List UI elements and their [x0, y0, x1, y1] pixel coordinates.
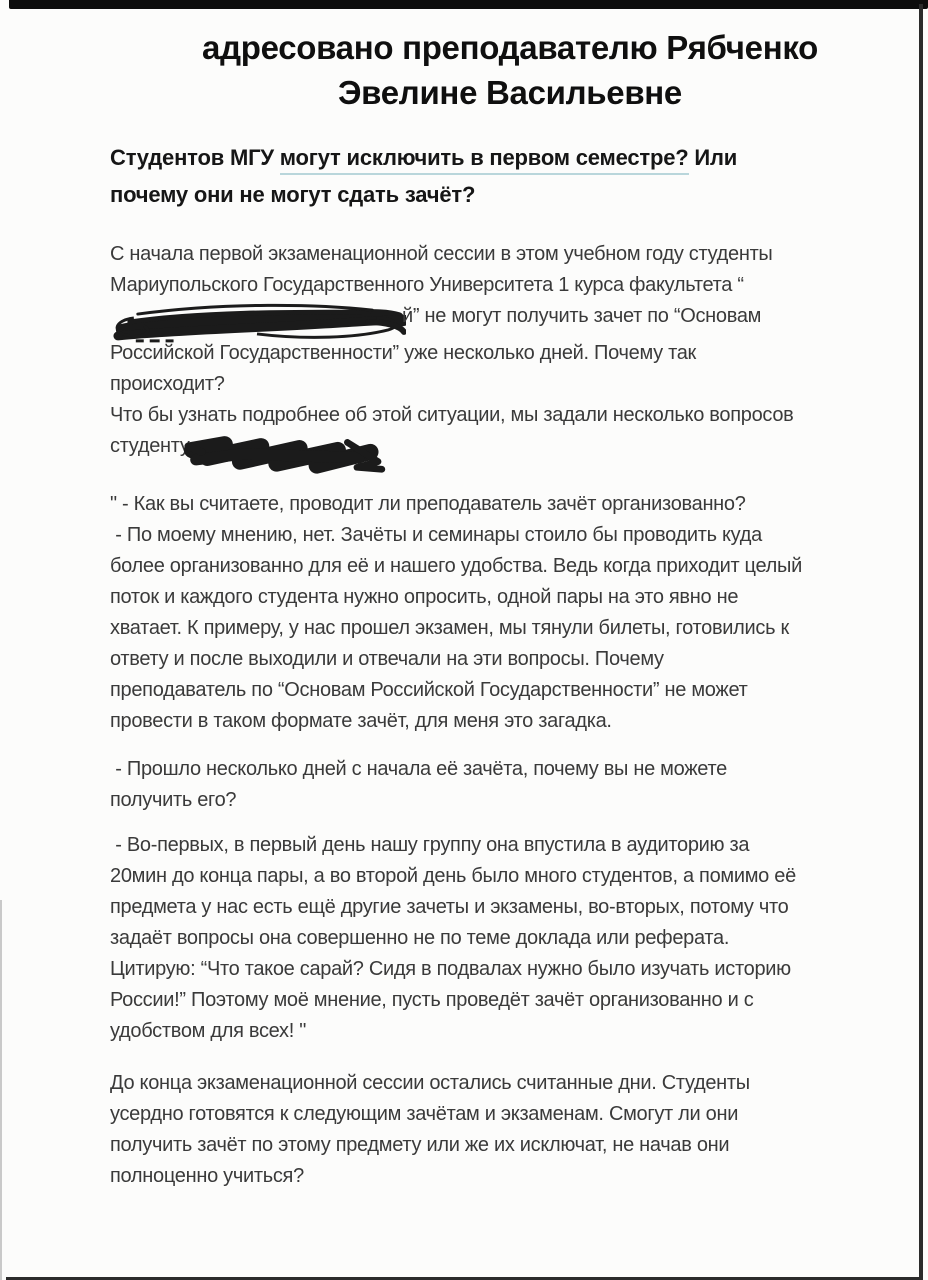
- answer-text: - По моему мнению, нет. Зачёты и семинары стоило бы проводить куда более организованно для её и нашего удобства. Ведь когда приходит целый поток и каждого студента нужно опросить, одной пары на это явно не хватает. К примеру, у нас прошел экзамен, мы тянули билеты, готовились к ответу и после выходили и отвечали на эти вопросы. Почему преподаватель по “Основам Российской Государственности” не может провести в таком формате зачёт, для меня это загадка.: [110, 524, 808, 732]
- document-page: [0, 9, 928, 1280]
- question-text: - Прошло несколько дней с начала её зачёта, почему вы не можете получить его?: [110, 758, 733, 811]
- addressee-line-2: Эвелине Васильевне: [338, 74, 682, 111]
- question-text: " - Как вы считаете, проводит ли преподаватель зачёт организованно?: [110, 493, 746, 515]
- redaction-scribble-faculty: [108, 300, 406, 346]
- text-segment: До конца экзаменационной сессии остались считанные дни. Студенты усердно готовятся к следующим зачётам и экзаменам. Смогут ли они получить зачёт по этому предмету или же их исключат, не начав они полноценно учиться?: [110, 1072, 756, 1187]
- addressee-note: [190, 25, 830, 115]
- text-segment: С начала первой экзаменационной сессии в этом учебном году студенты Мариупольского Государственного Университета 1 курса факультета “: [110, 243, 778, 296]
- text-segment: Что бы узнать подробнее об этой ситуации, мы задали несколько вопросов студенту: [110, 404, 799, 457]
- scan-border-top: [9, 0, 928, 9]
- answer-text: - Во-первых, в первый день нашу группу она впустила в аудиторию за 20мин до конца пары, а во второй день было много студентов, а помимо её предмета у нас есть ещё другие зачеты и экзамены, во-вторых, потому что задаёт вопросы она совершенно не по теме доклада или реферата. Цитирую: “Что такое сарай? Сидя в подвалах нужно было изучать историю России!” Поэтому моё мнение, пусть проведёт зачёт организованно и с удобством для всех! ": [110, 834, 802, 1042]
- closing-paragraph: [110, 1068, 802, 1192]
- redaction-scribble-student: [184, 429, 390, 475]
- addressee-line-1: адресовано преподавателю Рябченко: [202, 29, 818, 66]
- title-line-2: почему они не могут сдать зачёт?: [110, 182, 476, 207]
- title-underlined-segment: могут исключить в первом семестре?: [280, 145, 689, 175]
- interview-answer2-paragraph: [110, 830, 802, 1047]
- article-title: [110, 139, 822, 213]
- text-segment: й” не могут получить зачет по “Основам Российской Государственности” уже несколько дней. Почему так происходит?: [110, 305, 767, 395]
- interview-question2-paragraph: [110, 754, 802, 816]
- interview-question1-paragraph: [110, 489, 808, 737]
- title-segment: Или: [688, 145, 738, 170]
- title-segment: Студентов МГУ: [110, 145, 280, 170]
- intro-paragraph: [110, 239, 802, 467]
